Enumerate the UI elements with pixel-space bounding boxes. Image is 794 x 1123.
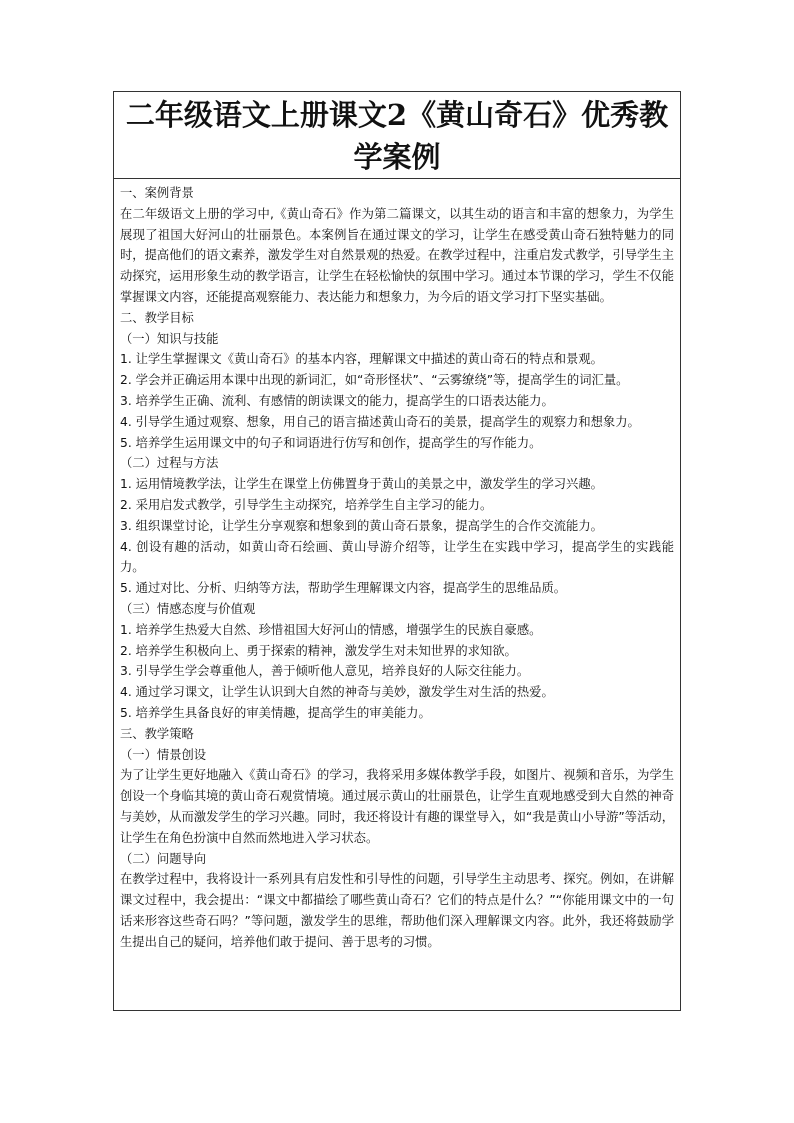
list-item: 2. 学会并正确运用本课中出现的新词汇，如“奇形怪状”、“云雾缭绕”等，提高学生的词汇量。 [120, 373, 629, 388]
list-item: 3. 引导学生学会尊重他人，善于倾听他人意见，培养良好的人际交往能力。 [120, 664, 530, 679]
list-item: 4. 引导学生通过观察、想象，用自己的语言描述黄山奇石的美景，提高学生的观察力和想象力。 [120, 414, 640, 429]
body-paragraph: 为了让学生更好地融入《黄山奇石》的学习，我将采用多媒体教学手段，如图片、视频和音乐，为学生创设一个身临其境的黄山奇石观赏情境。通过展示黄山的壮丽景色，让学生直观地感受到大自然的神奇与美妙，从而激发学生的学习兴趣。同时，我还将设计有趣的课堂导入，如“我是黄山小导游”等活动，让学生在角色扮演中自然而然地进入学习状态。 [120, 768, 674, 845]
list-item: 5. 通过对比、分析、归纳等方法，帮助学生理解课文内容，提高学生的思维品质。 [120, 581, 567, 596]
body-paragraph: 在二年级语文上册的学习中,《黄山奇石》作为第二篇课文，以其生动的语言和丰富的想象力，为学生展现了祖国大好河山的壮丽景色。本案例旨在通过课文的学习，让学生在感受黄山奇石独特魅力的同时，提高他们的语文素养，激发学生对自然景观的热爱。在教学过程中，注重启发式教学，引导学生主动探究，运用形象生动的教学语言，让学生在轻松愉快的氛围中学习。通过本节课的学习，学生不仅能掌握课文内容，还能提高观察能力、表达能力和想象力，为今后的语文学习打下坚实基础。 [120, 206, 674, 304]
section-heading: （三）情感态度与价值观 [120, 601, 256, 616]
document-table [113, 91, 681, 1011]
section-heading: （一）知识与技能 [120, 331, 219, 346]
document-title: 二年级语文上册课文2《黄山奇石》优秀教学案例 [114, 92, 680, 179]
section-heading: （一）情景创设 [120, 747, 207, 762]
section-heading: 二、教学目标 [120, 310, 194, 325]
section-heading: （二）问题导向 [120, 851, 207, 866]
section-heading: 一、案例背景 [120, 186, 194, 200]
section-heading: （二）过程与方法 [120, 456, 219, 471]
list-item: 5. 培养学生运用课文中的句子和词语进行仿写和创作，提高学生的写作能力。 [120, 435, 542, 450]
list-item: 4. 创设有趣的活动，如黄山奇石绘画、黄山导游介绍等，让学生在实践中学习，提高学生的实践能力。 [120, 539, 674, 575]
document-body [114, 179, 680, 952]
list-item: 3. 培养学生正确、流利、有感情的朗读课文的能力，提高学生的口语表达能力。 [120, 393, 554, 408]
body-paragraph: 在教学过程中，我将设计一系列具有启发性和引导性的问题，引导学生主动思考、探究。例如，在讲解课文过程中，我会提出：“课文中都描绘了哪些黄山奇石？它们的特点是什么？”“你能用课文中的一句话来形容这些奇石吗？”等问题，激发学生的思维，帮助他们深入理解课文内容。此外，我还将鼓励学生提出自己的疑问，培养他们敢于提问、善于思考的习惯。 [120, 872, 674, 949]
list-item: 3. 组织课堂讨论，让学生分享观察和想象到的黄山奇石景象，提高学生的合作交流能力。 [120, 518, 603, 533]
list-item: 2. 培养学生积极向上、勇于探索的精神，激发学生对未知世界的求知欲。 [120, 643, 517, 658]
list-item: 1. 培养学生热爱大自然、珍惜祖国大好河山的情感，增强学生的民族自豪感。 [120, 622, 542, 637]
list-item: 4. 通过学习课文，让学生认识到大自然的神奇与美妙，激发学生对生活的热爱。 [120, 685, 554, 700]
list-item: 1. 运用情境教学法，让学生在课堂上仿佛置身于黄山的美景之中，激发学生的学习兴趣。 [120, 477, 603, 492]
section-heading: 三、教学策略 [120, 726, 194, 741]
list-item: 5. 培养学生具备良好的审美情趣，提高学生的审美能力。 [120, 705, 431, 720]
list-item: 2. 采用启发式教学，引导学生主动探究，培养学生自主学习的能力。 [120, 497, 493, 512]
list-item: 1. 让学生掌握课文《黄山奇石》的基本内容，理解课文中描述的黄山奇石的特点和景观。 [120, 352, 603, 367]
